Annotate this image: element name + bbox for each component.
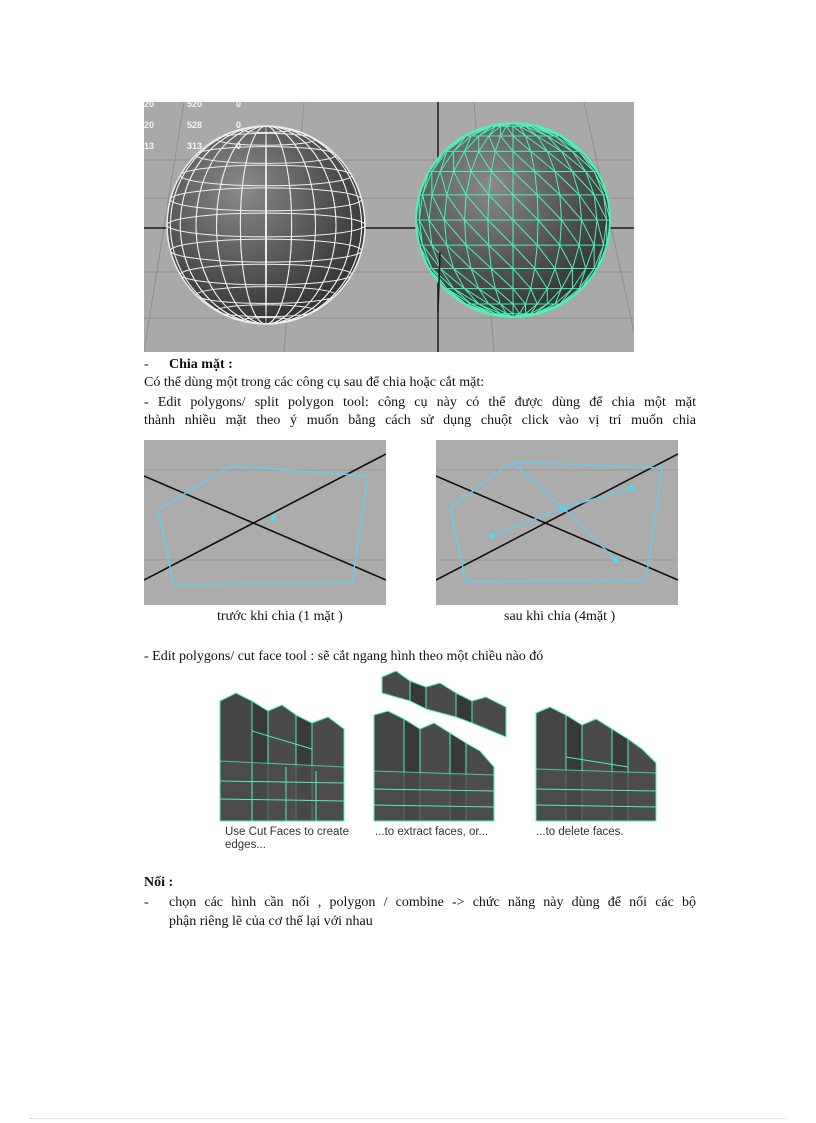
split-vertex-point bbox=[629, 485, 634, 490]
hud-row-1-c: 0 bbox=[236, 102, 242, 109]
page-bottom-rule bbox=[30, 1118, 786, 1119]
cut-face-tool-line: - Edit polygons/ cut face tool : sẽ cắt ngang hình theo một chiều nào đó bbox=[144, 649, 544, 664]
split-before-figure bbox=[144, 440, 386, 605]
split-after-figure bbox=[436, 440, 678, 605]
section-heading-split: Chia mặt : bbox=[169, 357, 233, 372]
sphere-comparison-figure bbox=[144, 102, 634, 352]
split-vertex-point bbox=[270, 515, 275, 520]
sphere-quad-wireframe bbox=[167, 126, 365, 324]
combine-line-1: chọn các hình cần nối , polygon / combine -> chức năng này dùng để nối các bộ bbox=[169, 895, 696, 910]
hud-row-3-c: 0 bbox=[236, 141, 242, 151]
hud-row-3-b: 313 bbox=[187, 141, 203, 151]
cut-faces-extract-model bbox=[374, 671, 506, 821]
split-vertex-point bbox=[613, 557, 618, 562]
cut-faces-create-edges-model bbox=[220, 693, 344, 821]
bullet-dash: - bbox=[144, 357, 149, 372]
split-vertex-point bbox=[489, 533, 494, 538]
intro-paragraph: Có thể dùng một trong các công cụ sau để chia hoặc cắt mặt: bbox=[144, 375, 485, 390]
polygon-face-outline bbox=[158, 466, 368, 585]
polygon-face-outline bbox=[450, 462, 662, 582]
cut-faces-figure bbox=[216, 671, 662, 823]
caption-delete-faces: ...to delete faces. bbox=[536, 826, 624, 838]
sphere-triangulated-wireframe bbox=[416, 123, 610, 317]
caption-before-split: trước khi chia (1 mặt ) bbox=[217, 609, 343, 624]
hud-row-1: 20 bbox=[144, 102, 155, 109]
caption-create-edges: Use Cut Faces to create edges... bbox=[225, 826, 349, 851]
hud-row-2-b: 528 bbox=[187, 120, 203, 130]
hud-row-2: 20 bbox=[144, 120, 155, 130]
combine-line-2: phận riêng lẽ của cơ thể lại với nhau bbox=[169, 914, 373, 929]
hud-row-2-c: 0 bbox=[236, 120, 242, 130]
hud-row-1-b: 520 bbox=[187, 102, 203, 109]
split-vertex-point bbox=[560, 505, 565, 510]
section-heading-join: Nối : bbox=[144, 875, 174, 890]
split-tool-line-2: thành nhiều mặt theo ý muốn bằng cách sử dụng chuột click vào vị trí muốn chia bbox=[144, 413, 696, 428]
caption-extract-faces: ...to extract faces, or... bbox=[375, 826, 489, 838]
split-tool-line-1: - Edit polygons/ split polygon tool: công cụ này có thể được dùng để chia một mặt bbox=[144, 395, 696, 410]
caption-after-split: sau khi chia (4mặt ) bbox=[504, 609, 616, 624]
sphere-viewport bbox=[144, 102, 634, 352]
hud-row-3: 13 bbox=[144, 141, 155, 151]
bullet-dash: - bbox=[144, 895, 149, 910]
cut-faces-delete-model bbox=[536, 707, 656, 821]
